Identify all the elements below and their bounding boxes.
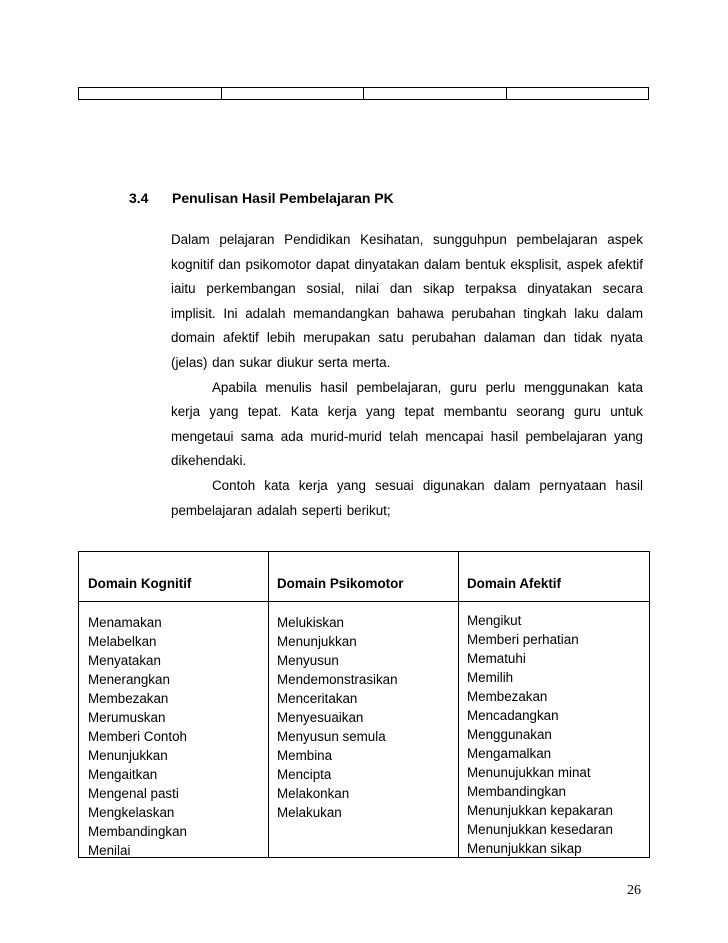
list-item: Menunjukkan sikap	[467, 841, 582, 856]
list-item: Membandingkan	[88, 824, 188, 839]
paragraph: Apabila menulis hasil pembelajaran, guru perlu menggunakan kata kerja yang tepat. Kata kerja yang tepat membantu seorang guru untuk mengetaui sama ada murid-murid telah mencapai hasil pembelajaran yang dikehendaki.	[171, 379, 643, 469]
list-item: Mengikut	[467, 613, 522, 628]
empty-table-row	[78, 87, 649, 100]
list-item: Membezakan	[467, 689, 548, 704]
list-item: Menyesuaikan	[277, 710, 364, 725]
header-afektif: Domain Afektif	[467, 576, 561, 591]
list-item: Melukiskan	[277, 615, 344, 630]
kognitif-list	[88, 613, 187, 860]
paragraph: Dalam pelajaran Pendidikan Kesihatan, sungguhpun pembelajaran aspek kognitif dan psikomotor dapat dinyatakan dalam bentuk eksplisit, aspek afektif iaitu perkembangan sosial, nilai dan sikap terpaksa dinyatakan secara implisit. Ini adalah memandangkan bahawa perubahan tingkah laku dalam domain afektif lebih merupakan satu perubahan dalaman dan tidak nyata (jelas) dan sukar diukur serta merta.	[171, 232, 643, 370]
page-number: 26	[627, 883, 641, 898]
list-item: Menggunakan	[467, 727, 552, 742]
header-psikomotor: Domain Psikomotor	[277, 576, 404, 591]
list-item: Mematuhi	[467, 651, 526, 666]
list-item: Melabelkan	[88, 634, 157, 649]
list-item: Melakukan	[277, 805, 342, 820]
paragraph: Contoh kata kerja yang sesuai digunakan dalam pernyataan hasil pembelajaran adalah seperti berikut;	[171, 477, 643, 518]
header-kognitif: Domain Kognitif	[88, 576, 192, 591]
list-item: Menyusun	[277, 653, 339, 668]
list-item: Menamakan	[88, 615, 162, 630]
column-divider	[458, 552, 459, 857]
list-item: Mengkelaskan	[88, 805, 175, 820]
domain-verb-table	[78, 551, 650, 858]
list-item: Mencipta	[277, 767, 332, 782]
body-text	[171, 228, 643, 523]
table-cell	[79, 88, 222, 99]
table-cell	[507, 88, 649, 99]
list-item: Mengaitkan	[88, 767, 158, 782]
list-item: Menunjukkan kepakaran	[467, 803, 613, 818]
list-item: Mengenal pasti	[88, 786, 179, 801]
psikomotor-list	[277, 613, 398, 822]
list-item: Membandingkan	[467, 784, 567, 799]
table-cell	[222, 88, 365, 99]
list-item: Menunjukkan kesedaran	[467, 822, 613, 837]
list-item: Menerangkan	[88, 672, 170, 687]
table-cell	[364, 88, 507, 99]
list-item: Membezakan	[88, 691, 169, 706]
list-item: Menyatakan	[88, 653, 161, 668]
list-item: Memberi perhatian	[467, 632, 579, 647]
list-item: Mencadangkan	[467, 708, 559, 723]
list-item: Menilai	[88, 843, 131, 858]
list-item: Menunjukkan	[277, 634, 357, 649]
list-item: Menunjukkan	[88, 748, 168, 763]
list-item: Menunujukkan minat	[467, 765, 591, 780]
list-item: Mendemonstrasikan	[277, 672, 398, 687]
list-item: Memberi Contoh	[88, 729, 187, 744]
list-item: Memilih	[467, 670, 514, 685]
afektif-list	[467, 611, 613, 858]
list-item: Melakonkan	[277, 786, 350, 801]
section-title: Penulisan Hasil Pembelajaran PK	[172, 190, 394, 206]
section-number: 3.4	[129, 190, 149, 206]
list-item: Menceritakan	[277, 691, 358, 706]
column-divider	[268, 552, 269, 857]
list-item: Menyusun semula	[277, 729, 386, 744]
list-item: Merumuskan	[88, 710, 166, 725]
header-divider	[79, 601, 649, 602]
list-item: Mengamalkan	[467, 746, 552, 761]
list-item: Membina	[277, 748, 333, 763]
